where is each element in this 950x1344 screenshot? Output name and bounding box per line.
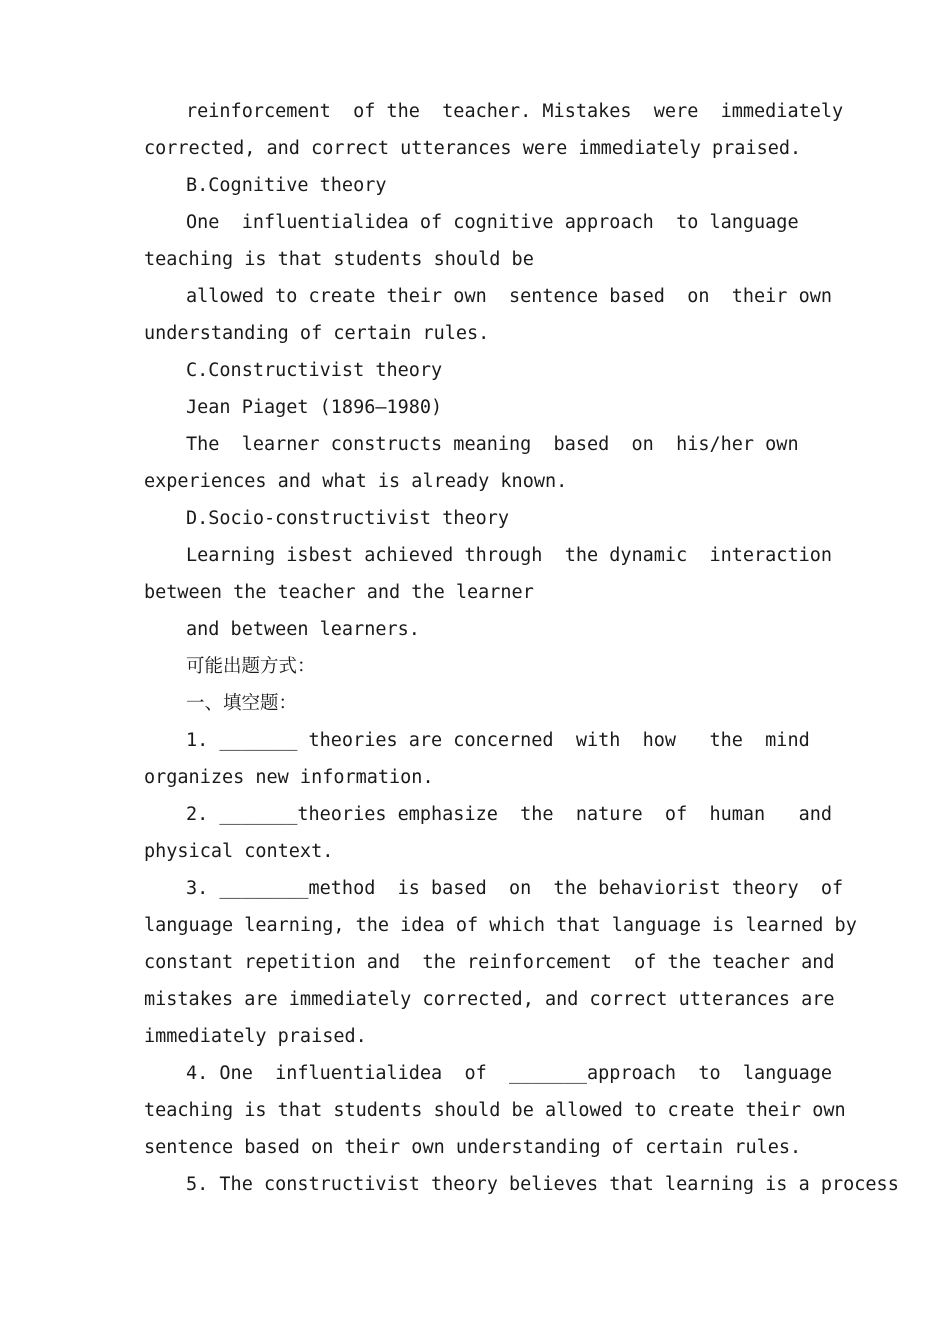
text-line: language learning, the idea of which that language is learned by <box>144 915 857 936</box>
text-line: immediately praised. <box>144 1026 367 1047</box>
question-line: 5. The constructivist theory believes that learning is a process <box>186 1174 899 1195</box>
question-types-heading: 可能出题方式： <box>186 656 316 677</box>
section-heading-socio-constructivist: D.Socio-constructivist theory <box>186 508 510 529</box>
question-line: 4. One influentialidea of _______approach to language <box>186 1063 833 1084</box>
text-line: understanding of certain rules. <box>144 323 490 344</box>
text-line: between the teacher and the learner <box>144 582 534 603</box>
section-heading-cognitive: B.Cognitive theory <box>186 175 387 196</box>
text-line: mistakes are immediately corrected, and correct utterances are <box>144 989 835 1010</box>
text-line: Learning isbest achieved through the dynamic interaction <box>186 545 833 566</box>
text-line: and between learners. <box>186 619 420 640</box>
text-line: organizes new information. <box>144 767 434 788</box>
text-line: teaching is that students should be <box>144 249 534 270</box>
question-line: 1. _______ theories are concerned with how the mind <box>186 730 810 751</box>
text-line: corrected, and correct utterances were immediately praised. <box>144 138 802 159</box>
text-line: allowed to create their own sentence based on their own <box>186 286 833 307</box>
text-line: teaching is that students should be allowed to create their own <box>144 1100 846 1121</box>
question-line: 3. ________method is based on the behaviorist theory of <box>186 878 844 899</box>
text-line: sentence based on their own understanding of certain rules. <box>144 1137 802 1158</box>
section-heading-constructivist: C.Constructivist theory <box>186 360 443 381</box>
text-line: The learner constructs meaning based on his/her own <box>186 434 799 455</box>
question-line: 2. _______theories emphasize the nature of human and <box>186 804 833 825</box>
text-line: One influentialidea of cognitive approach to language <box>186 212 799 233</box>
fill-in-blank-heading: 一、填空题： <box>186 693 298 714</box>
text-line: reinforcement of the teacher. Mistakes were immediately <box>186 101 844 122</box>
text-line: physical context. <box>144 841 334 862</box>
text-line: Jean Piaget (1896—1980) <box>186 397 443 418</box>
text-line: constant repetition and the reinforcement of the teacher and <box>144 952 835 973</box>
text-line: experiences and what is already known. <box>144 471 568 492</box>
